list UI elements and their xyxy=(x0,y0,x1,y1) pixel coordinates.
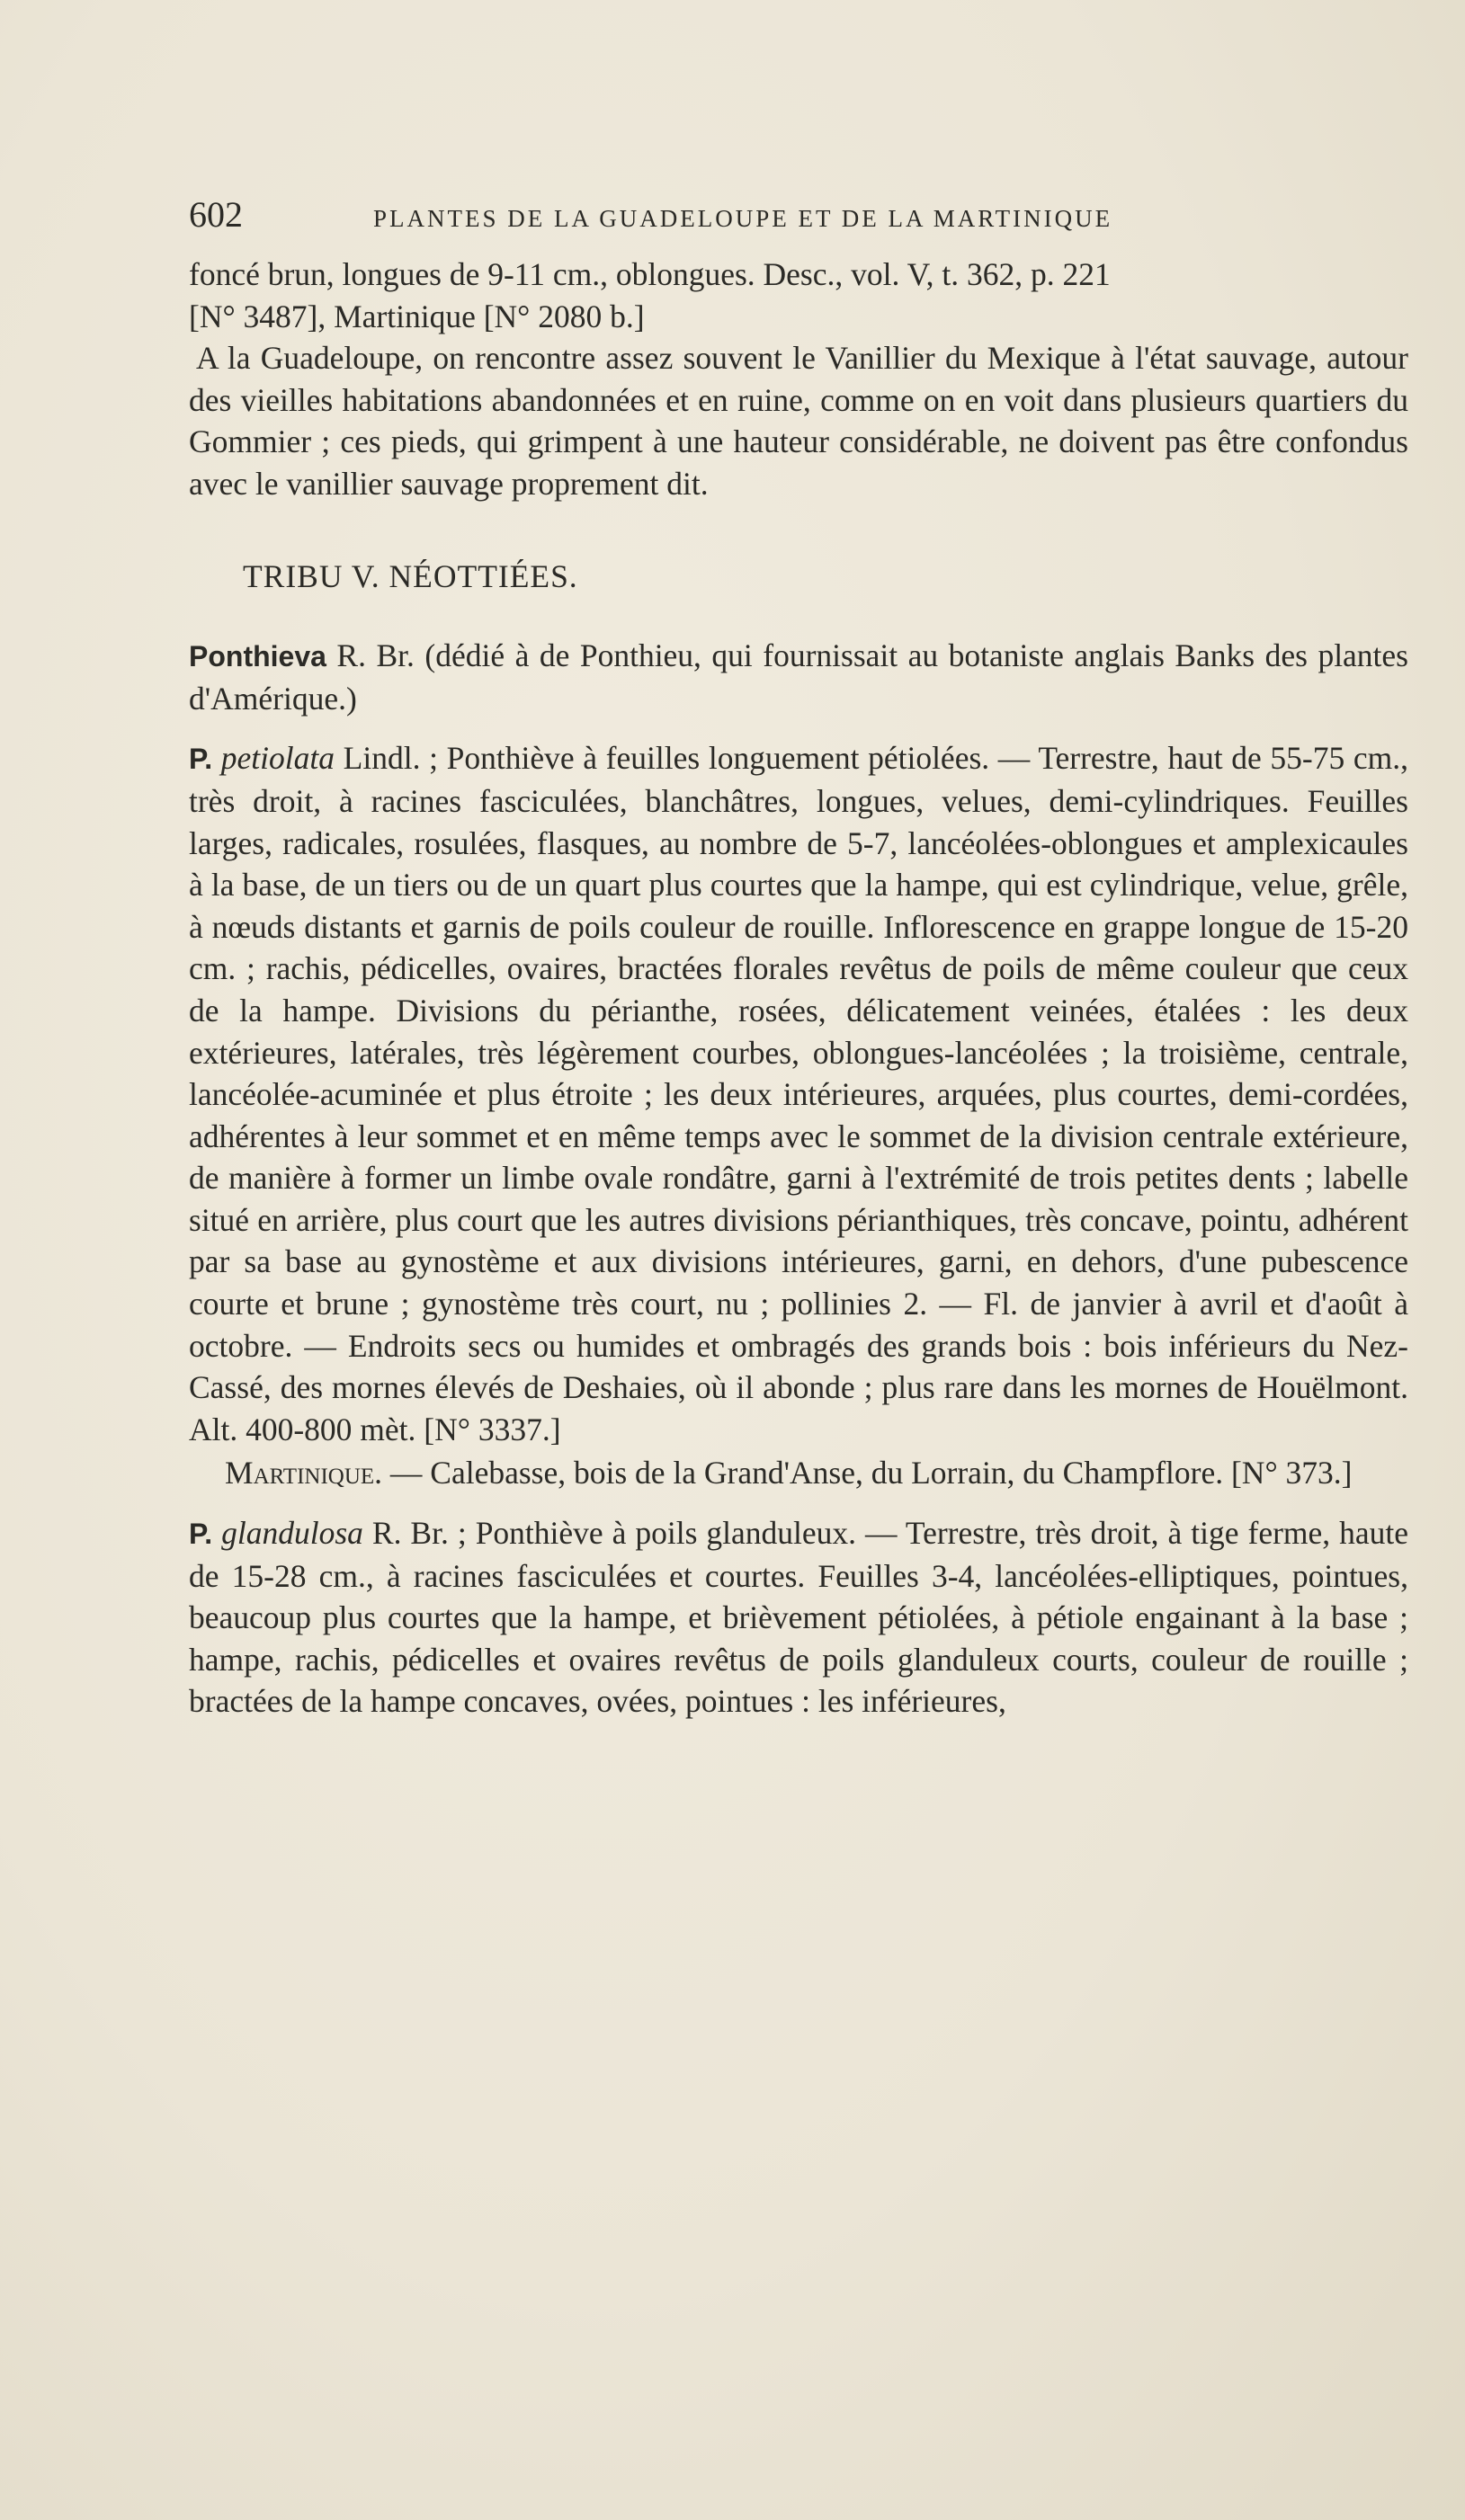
genus-description: R. Br. (dédié à de Ponthieu, qui fournissait au botaniste anglais Banks des plantes d'Amérique.) xyxy=(189,637,1408,717)
continuation-line-1: foncé brun, longues de 9-11 cm., oblongues. Desc., vol. V, t. 362, p. 221 xyxy=(189,256,1111,292)
species-abbrev: P. xyxy=(189,743,213,776)
petiolata-description: Lindl. ; Ponthiève à feuilles longuement pétiolées. — Terrestre, haut de 55-75 cm., très droit, à racines fasciculées, blanchâtres, longues, velues, demi-cylindriques. Feuilles larges, radicales, rosulées, flasques, au nombre de 5-7, lancéolées-oblongues et amplexicaules à la base, de un tiers ou de un quart plus courtes que la hampe, qui est cylindrique, velue, grêle, à nœuds distants et garnis de poils couleur de rouille. Inflorescence en grappe longue de 15-20 cm. ; rachis, pédicelles, ovaires, bractées florales revêtus de poils de même couleur que ceux de la hampe. Divisions du périanthe, rosées, délicatement veinées, étalées : les deux extérieures, latérales, très légèrement courbes, oblongues-lancéolées ; la troisième, centrale, lancéolée-acuminée et plus étroite ; les deux intérieures, arquées, plus courtes, demi-cordées, adhérentes à leur sommet et en même temps avec le sommet de la division centrale extérieure, de manière à former un limbe ovale rondâtre, garni à l'extrémité de trois petites dents ; labelle situé en arrière, plus court que les autres divisions périanthiques, très concave, pointu, adhérent par sa base au gynostème et aux divisions intérieures, garni, en dehors, d'une pubescence courte et brune ; gynostème très court, nu ; pollinies 2. — Fl. de janvier à avril et d'août à octobre. — Endroits secs ou humides et ombragés des grands bois : bois inférieurs du Nez-Cassé, des mornes élevés de Deshaies, où il abonde ; plus rare dans les mornes de Houëlmont. Alt. 400-800 mèt. [N° 3337.] xyxy=(189,740,1409,1447)
martinique-localities: — Calebasse, bois de la Grand'Anse, du Lorrain, du Champflore. [N° 373.] xyxy=(382,1455,1353,1492)
section-heading-tribu: TRIBU V. NÉOTTIÉES. xyxy=(243,557,578,594)
page-body xyxy=(189,254,1408,1723)
page-number: 602 xyxy=(189,194,243,235)
glandulosa-description: R. Br. ; Ponthiève à poils glanduleux. — Terrestre, très droit, à tige ferme, haute de 15-28 cm., à racines fasciculées et courtes. Feuilles 3-4, lancéolées-elliptiques, pointues, beaucoup plus courtes que la hampe, et brièvement pétiolées, à pétiole engainant à la base ; hampe, rachis, pédicelles et ovaires revêtus de poils glanduleux courts, couleur de rouille ; bractées de la hampe concaves, ovées, pointues : les inférieures, xyxy=(189,1515,1409,1720)
continuation-line-2: [N° 3487], Martinique [N° 2080 b.] xyxy=(189,298,645,334)
martinique-label: Martinique. xyxy=(225,1455,383,1492)
vanillier-text: A la Guadeloupe, on rencontre assez souvent le Vanillier du Mexique à l'état sauvage, autour des vieilles habitations abandonnées et en ruine, comme on en voit dans plusieurs quartiers du Gommier ; ces pieds, qui grimpent à une hauteur considérable, ne doivent pas être confondus avec le vanillier sauvage proprement dit. xyxy=(189,340,1408,502)
species-name-glandulosa: glandulosa xyxy=(221,1515,363,1552)
paragraph-martinique xyxy=(189,1452,1408,1494)
species-abbrev-2: P. xyxy=(189,1518,213,1551)
paragraph-ponthieva-genus xyxy=(189,635,1408,719)
species-name-petiolata: petiolata xyxy=(220,740,335,777)
paragraph-vanillier xyxy=(189,337,1408,504)
paragraph-petiolata xyxy=(189,737,1408,1450)
paragraph-continuation xyxy=(189,254,1408,337)
paragraph-glandulosa xyxy=(189,1512,1408,1723)
running-title: PLANTES DE LA GUADELOUPE ET DE LA MARTINIQUE xyxy=(373,205,1113,232)
genus-name: Ponthieva xyxy=(189,640,326,673)
page-header xyxy=(189,192,1358,246)
